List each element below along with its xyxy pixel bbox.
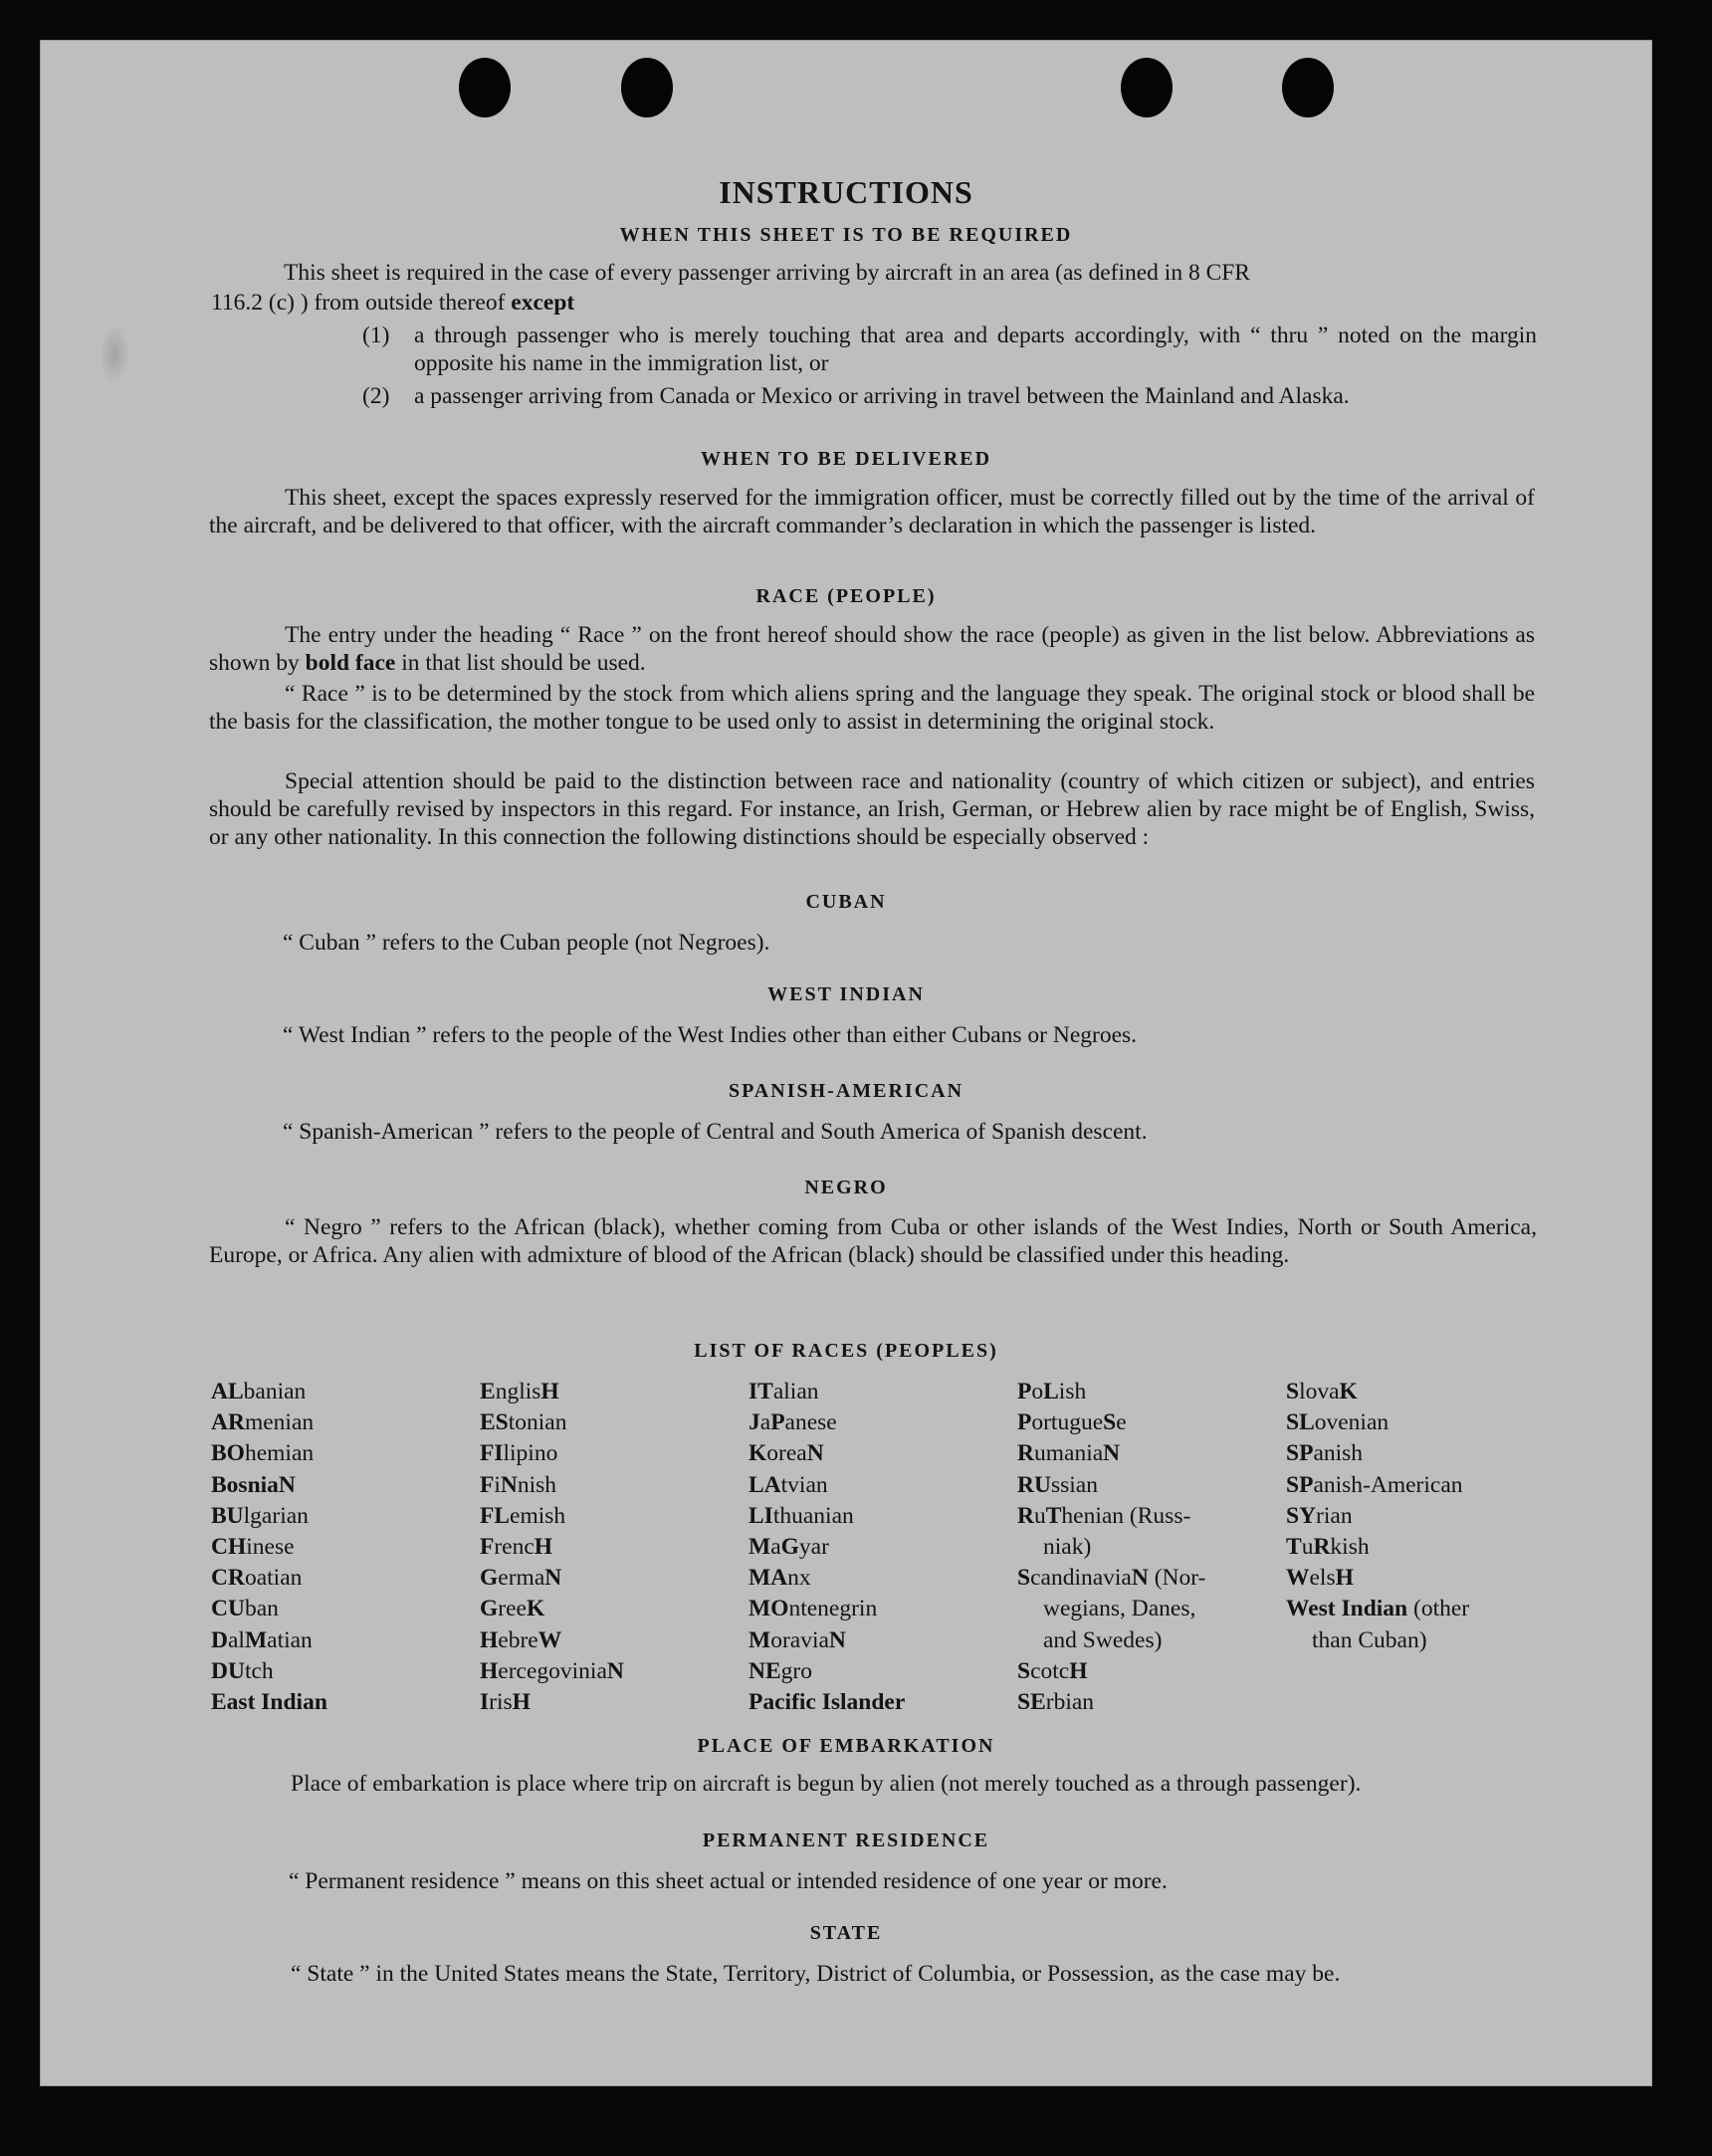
- paragraph: [215, 1770, 1543, 1798]
- race-abbreviation: F: [480, 1471, 495, 1498]
- race-abbreviation: G: [480, 1596, 499, 1622]
- race-text: a: [759, 1409, 771, 1436]
- list-item: [362, 322, 1537, 377]
- race-abbreviation: N: [828, 1626, 846, 1653]
- text-span: “ State ” in the United States means the State, Territory, District of Columbia, or Possession, as the case may be.: [291, 1961, 1341, 1987]
- race-text: e: [1116, 1409, 1127, 1436]
- race-abbreviation: H: [1069, 1657, 1088, 1684]
- race-text: tonian: [508, 1409, 567, 1436]
- race-abbreviation: N: [1131, 1565, 1149, 1592]
- bold-text: except: [511, 290, 575, 316]
- race-text: anish-American: [1313, 1471, 1463, 1498]
- race-text: yar: [798, 1534, 829, 1561]
- race-entry: [480, 1407, 624, 1438]
- race-abbreviation: R: [1313, 1534, 1331, 1561]
- race-text: i: [494, 1471, 501, 1498]
- race-text: thuanian: [772, 1502, 854, 1529]
- race-text: ree: [498, 1596, 527, 1622]
- punch-hole: [459, 58, 511, 117]
- race-entry: [1017, 1377, 1205, 1407]
- ink-mark: [100, 324, 129, 384]
- race-entry: [211, 1563, 327, 1594]
- race-abbreviation: H: [480, 1657, 499, 1684]
- race-entry: [211, 1625, 327, 1656]
- paragraph-line: “ West Indian ” refers to the people of the West Indies other than either Cubans or Negroes.: [283, 1022, 1138, 1048]
- race-abbreviation: M: [749, 1534, 771, 1561]
- race-text: renc: [494, 1534, 535, 1561]
- race-entry: [749, 1687, 905, 1718]
- race-text: inese: [246, 1534, 295, 1561]
- race-text: cotc: [1030, 1657, 1070, 1684]
- text-span: Special attention should be paid to the distinction between race and nationality (country of which citizen or subject), and entries should be carefully revised by inspectors in this regard. For instance, an Irish, German, or Hebrew alien by race might be of English, Swiss, or any other nationality. In this connection the following distinctions should be especially observed :: [209, 768, 1535, 850]
- race-entry-continuation: [1286, 1625, 1469, 1656]
- race-text: rian: [1316, 1502, 1353, 1529]
- race-abbreviation: BO: [211, 1440, 245, 1467]
- race-text: nish: [517, 1471, 557, 1498]
- race-entry: [749, 1563, 905, 1594]
- paragraph-line: “ Permanent residence ” means on this sheet actual or intended residence of one year or more.: [289, 1868, 1168, 1894]
- race-abbreviation: G: [480, 1565, 499, 1592]
- race-abbreviation: ES: [480, 1409, 509, 1436]
- race-abbreviation: J: [749, 1409, 760, 1436]
- race-text: atian: [267, 1626, 313, 1653]
- race-entry: [1017, 1563, 1205, 1594]
- race-abbreviation: T: [1286, 1534, 1302, 1561]
- race-text: els: [1309, 1565, 1336, 1592]
- race-entry: [1017, 1470, 1205, 1501]
- race-text: and Swedes): [1043, 1626, 1163, 1653]
- section-heading: WHEN THIS SHEET IS TO BE REQUIRED: [619, 224, 1073, 246]
- race-text: ris: [489, 1689, 513, 1716]
- race-abbreviation: LI: [749, 1502, 773, 1529]
- race-text: ntenegrin: [788, 1596, 878, 1622]
- race-text: anish: [1313, 1440, 1364, 1467]
- race-text: lipino: [503, 1440, 558, 1467]
- race-abbreviation: IT: [749, 1379, 773, 1404]
- race-entry: [480, 1377, 624, 1407]
- race-text: nx: [787, 1565, 811, 1592]
- race-entry: [211, 1377, 327, 1407]
- text-span: in that list should be used.: [395, 650, 646, 676]
- race-entry: [211, 1438, 327, 1469]
- race-entry: [1286, 1594, 1469, 1624]
- item-text: a through passenger who is merely touching that area and departs accordingly, with “ thru ” noted on the margin opposite his name in the immigration list, or: [414, 323, 1537, 376]
- race-abbreviation: CR: [211, 1565, 245, 1592]
- race-abbreviation: AR: [211, 1409, 245, 1436]
- race-entry-continuation: [1017, 1625, 1205, 1656]
- race-text: al: [227, 1626, 245, 1653]
- page-title: INSTRUCTIONS: [719, 174, 973, 210]
- race-abbreviation: N: [1103, 1440, 1121, 1467]
- race-abbreviation: SP: [1286, 1471, 1314, 1498]
- race-text: henian (Russ-: [1061, 1502, 1191, 1529]
- race-abbreviation: West Indian: [1286, 1596, 1408, 1622]
- paragraph: [209, 484, 1535, 539]
- race-text: lgarian: [243, 1502, 309, 1529]
- race-text: ban: [244, 1596, 279, 1622]
- race-abbreviation: I: [480, 1689, 490, 1716]
- race-abbreviation: S: [1103, 1409, 1117, 1436]
- race-text: hemian: [244, 1440, 315, 1467]
- race-abbreviation: G: [780, 1534, 799, 1561]
- race-text: (Nor-: [1148, 1565, 1206, 1592]
- race-text: alian: [772, 1379, 819, 1404]
- paragraph-line: This sheet is required in the case of every passenger arriving by aircraft in an area (as defined in 8 CFR: [284, 260, 1250, 286]
- race-text: oatian: [244, 1565, 303, 1592]
- text-span: “ Negro ” refers to the African (black), whether coming from Cuba or other islands of the West Indies, North or South America, Europe, or Africa. Any alien with admixture of blood of the African (black) should be classified under this heading.: [209, 1214, 1537, 1268]
- item-number: (2): [362, 383, 390, 409]
- race-abbreviation: P: [770, 1409, 785, 1436]
- item-text: a passenger arriving from Canada or Mexico or arriving in travel between the Mainland and Alaska.: [414, 383, 1350, 409]
- race-text: kish: [1330, 1534, 1370, 1561]
- item-number: (1): [362, 323, 390, 348]
- race-text: ortugue: [1031, 1409, 1104, 1436]
- race-entry: [480, 1438, 624, 1469]
- section-heading: CUBAN: [805, 891, 887, 913]
- race-entry-continuation: [1017, 1594, 1205, 1624]
- race-text: ebre: [498, 1626, 538, 1653]
- section-heading: SPANISH-AMERICAN: [728, 1080, 964, 1102]
- race-text: ssian: [1050, 1471, 1098, 1498]
- race-entry: [211, 1532, 327, 1563]
- race-text: u: [1301, 1534, 1314, 1561]
- race-entry: [1017, 1438, 1205, 1469]
- race-abbreviation: E: [480, 1379, 496, 1404]
- race-entry: [1017, 1501, 1205, 1532]
- race-entry: [480, 1563, 624, 1594]
- race-text: (other: [1407, 1596, 1470, 1622]
- race-abbreviation: MO: [749, 1596, 789, 1622]
- races-list: [40, 1377, 1652, 1716]
- race-text: emish: [510, 1502, 566, 1529]
- punch-hole: [621, 58, 673, 117]
- paragraph-line: “ Spanish-American ” refers to the people of Central and South America of Spanish descent.: [283, 1119, 1148, 1145]
- race-entry: [480, 1501, 624, 1532]
- race-abbreviation: Pacific Islander: [749, 1689, 906, 1716]
- race-abbreviation: RU: [1017, 1471, 1051, 1498]
- race-entry: [1286, 1407, 1469, 1438]
- race-abbreviation: N: [500, 1471, 518, 1498]
- race-entry: [1286, 1501, 1469, 1532]
- race-text: nglis: [495, 1379, 541, 1404]
- race-abbreviation: BU: [211, 1502, 244, 1529]
- race-entry: [749, 1377, 905, 1407]
- race-abbreviation: CH: [211, 1534, 247, 1561]
- race-abbreviation: H: [534, 1534, 553, 1561]
- bold-text: bold face: [305, 650, 396, 676]
- list-item: [362, 382, 1537, 438]
- race-entry: [211, 1594, 327, 1624]
- race-text: ovenian: [1314, 1409, 1390, 1436]
- paragraph: [209, 621, 1535, 677]
- race-abbreviation: W: [537, 1626, 562, 1653]
- race-abbreviation: P: [1017, 1409, 1032, 1436]
- race-abbreviation: NE: [749, 1657, 781, 1684]
- race-text: tch: [244, 1657, 274, 1684]
- race-text: lova: [1299, 1379, 1340, 1404]
- race-entry: [749, 1470, 905, 1501]
- race-abbreviation: K: [749, 1440, 767, 1467]
- race-text: rbian: [1045, 1689, 1095, 1716]
- race-abbreviation: R: [1017, 1440, 1034, 1467]
- races-column: [211, 1377, 327, 1718]
- race-entry: [1017, 1687, 1205, 1718]
- race-text: tvian: [780, 1471, 828, 1498]
- section-heading: WEST INDIAN: [767, 983, 925, 1005]
- race-entry: [1286, 1470, 1469, 1501]
- race-abbreviation: East Indian: [211, 1689, 327, 1716]
- race-text: oravia: [770, 1626, 829, 1653]
- races-column: [1286, 1377, 1469, 1656]
- race-abbreviation: P: [1017, 1379, 1032, 1404]
- race-entry-continuation: [1017, 1532, 1205, 1563]
- race-abbreviation: LA: [749, 1471, 781, 1498]
- race-text: o: [1031, 1379, 1044, 1404]
- race-abbreviation: CU: [211, 1596, 245, 1622]
- race-entry: [211, 1687, 327, 1718]
- race-text: erma: [498, 1565, 545, 1592]
- race-abbreviation: N: [606, 1657, 624, 1684]
- race-abbreviation: L: [1043, 1379, 1059, 1404]
- race-abbreviation: N: [278, 1471, 296, 1498]
- race-entry: [1017, 1656, 1205, 1687]
- race-text: niak): [1043, 1534, 1092, 1561]
- race-entry: [480, 1687, 624, 1718]
- races-column: [480, 1377, 624, 1718]
- race-abbreviation: S: [1017, 1565, 1031, 1592]
- race-entry: [211, 1407, 327, 1438]
- race-abbreviation: F: [480, 1534, 495, 1561]
- race-entry: [749, 1407, 905, 1438]
- race-entry: [480, 1470, 624, 1501]
- race-text: ish: [1058, 1379, 1087, 1404]
- text-span: The entry under the heading “ Race ” on the front hereof should show the race (people) as given in the list below. Abbreviations as shown by: [209, 622, 1535, 676]
- race-entry: [480, 1656, 624, 1687]
- race-text: menian: [244, 1409, 315, 1436]
- race-text: u: [1033, 1502, 1046, 1529]
- race-abbreviation: SY: [1286, 1502, 1317, 1529]
- race-abbreviation: M: [244, 1626, 268, 1653]
- race-abbreviation: AL: [211, 1379, 244, 1404]
- section-heading: RACE (PEOPLE): [755, 585, 937, 607]
- race-entry: [211, 1656, 327, 1687]
- race-abbreviation: W: [1286, 1565, 1310, 1592]
- race-text: anese: [784, 1409, 837, 1436]
- section-heading: PERMANENT RESIDENCE: [702, 1830, 990, 1851]
- document-sheet: [40, 40, 1652, 2086]
- punch-hole: [1282, 58, 1334, 117]
- race-abbreviation: K: [1339, 1379, 1358, 1404]
- race-abbreviation: H: [480, 1626, 499, 1653]
- race-abbreviation: SE: [1017, 1689, 1046, 1716]
- section-heading: WHEN TO BE DELIVERED: [700, 448, 992, 470]
- race-entry: [1286, 1377, 1469, 1407]
- race-entry: [211, 1501, 327, 1532]
- section-heading: NEGRO: [804, 1177, 888, 1198]
- race-text: than Cuban): [1312, 1626, 1427, 1653]
- race-abbreviation: H: [1335, 1565, 1354, 1592]
- race-text: umania: [1033, 1440, 1104, 1467]
- section-heading: STATE: [809, 1922, 883, 1944]
- race-abbreviation: N: [806, 1440, 824, 1467]
- race-entry: [749, 1532, 905, 1563]
- race-entry: [749, 1501, 905, 1532]
- race-abbreviation: N: [544, 1565, 562, 1592]
- race-abbreviation: D: [211, 1626, 228, 1653]
- race-text: banian: [243, 1379, 307, 1404]
- race-text: orea: [766, 1440, 807, 1467]
- section-heading: PLACE OF EMBARKATION: [697, 1735, 995, 1757]
- race-entry: [749, 1438, 905, 1469]
- section-heading: LIST OF RACES (PEOPLES): [694, 1340, 998, 1362]
- race-entry: [480, 1625, 624, 1656]
- race-abbreviation: FL: [480, 1502, 511, 1529]
- race-abbreviation: M: [749, 1626, 771, 1653]
- race-entry: [1017, 1407, 1205, 1438]
- race-text: a: [770, 1534, 781, 1561]
- races-column: [749, 1377, 905, 1718]
- race-entry: [480, 1594, 624, 1624]
- paragraph: [209, 767, 1535, 851]
- race-abbreviation: DU: [211, 1657, 245, 1684]
- punch-hole: [1121, 58, 1173, 117]
- race-abbreviation: SL: [1286, 1409, 1315, 1436]
- paragraph-line: [211, 289, 574, 317]
- paragraph: [209, 680, 1535, 736]
- race-abbreviation: R: [1017, 1502, 1034, 1529]
- race-entry: [480, 1532, 624, 1563]
- text-span: Place of embarkation is place where trip on aircraft is begun by alien (not merely touched as a through passenger).: [291, 1771, 1362, 1797]
- race-entry: [749, 1625, 905, 1656]
- race-entry: [749, 1656, 905, 1687]
- race-entry: [1286, 1438, 1469, 1469]
- race-abbreviation: S: [1286, 1379, 1300, 1404]
- race-entry: [749, 1594, 905, 1624]
- race-abbreviation: S: [1017, 1657, 1031, 1684]
- race-text: gro: [780, 1657, 812, 1684]
- races-column: [1017, 1377, 1205, 1718]
- text-span: “ Race ” is to be determined by the stock from which aliens spring and the language they speak. The original stock or blood shall be the basis for the classification, the mother tongue to be used only to assist in determining the original stock.: [209, 681, 1535, 735]
- race-abbreviation: SP: [1286, 1440, 1314, 1467]
- paragraph: [215, 1960, 1545, 1988]
- race-text: wegians, Danes,: [1043, 1596, 1196, 1622]
- race-abbreviation: H: [512, 1689, 531, 1716]
- race-abbreviation: Bosnia: [211, 1471, 279, 1498]
- race-text: ercegovinia: [498, 1657, 607, 1684]
- race-abbreviation: H: [540, 1379, 559, 1404]
- race-text: candinavia: [1030, 1565, 1132, 1592]
- race-entry: [1286, 1563, 1469, 1594]
- race-abbreviation: FI: [480, 1440, 504, 1467]
- race-entry: [1286, 1532, 1469, 1563]
- race-abbreviation: K: [526, 1596, 545, 1622]
- paragraph: [209, 1213, 1537, 1269]
- race-abbreviation: T: [1045, 1502, 1062, 1529]
- race-entry: [211, 1470, 327, 1501]
- race-abbreviation: MA: [749, 1565, 788, 1592]
- text-span: This sheet, except the spaces expressly reserved for the immigration officer, must be correctly filled out by the time of the arrival of the aircraft, and be delivered to that officer, with the aircraft commander’s declaration in which the passenger is listed.: [209, 485, 1535, 539]
- text-span: 116.2 (c) ) from outside thereof: [211, 290, 512, 316]
- paragraph-line: “ Cuban ” refers to the Cuban people (not Negroes).: [283, 930, 770, 956]
